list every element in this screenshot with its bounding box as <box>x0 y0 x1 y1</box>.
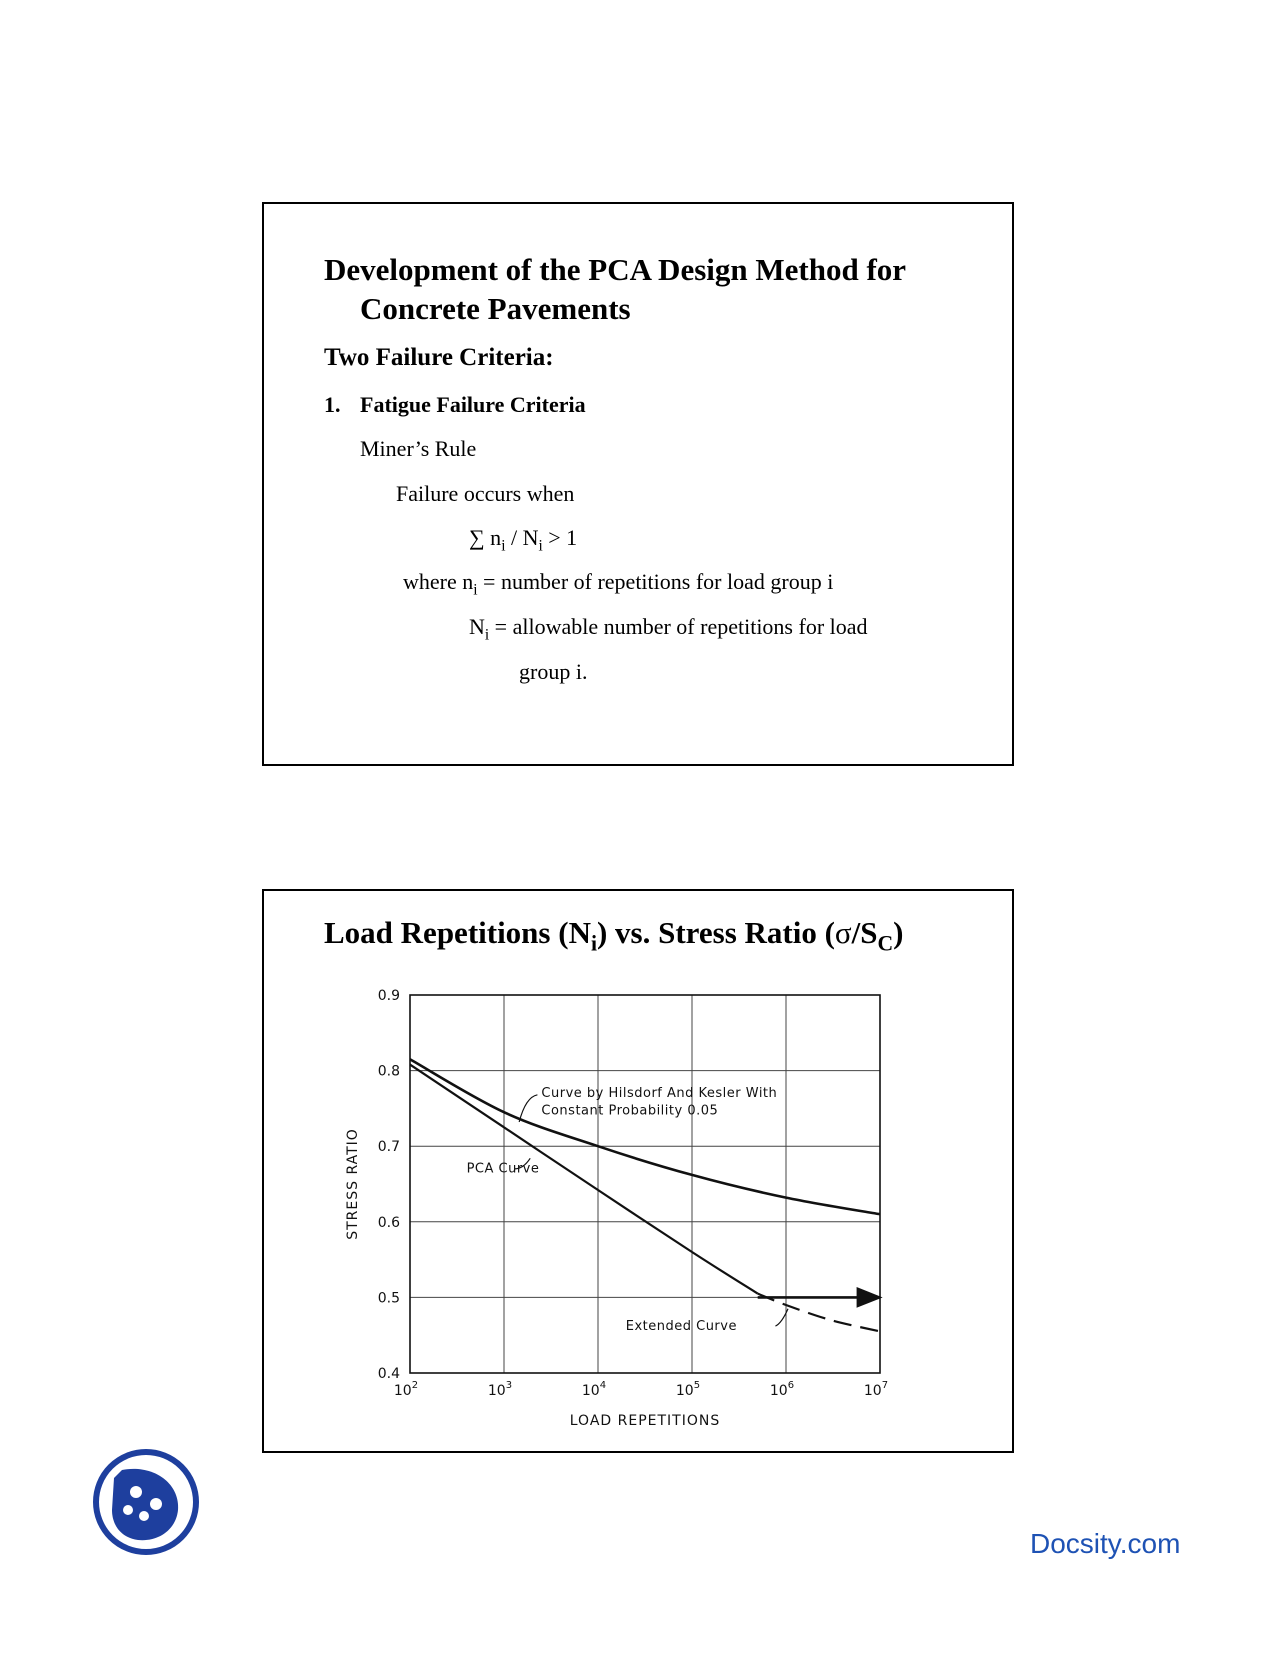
y-tick-label: 0.7 <box>377 1139 400 1156</box>
where-line: where $n_i$ = number of repetitions for load group i <box>403 569 834 599</box>
x-tick-label: $10^4$ <box>581 1380 607 1399</box>
y-tick-label: 0.4 <box>377 1366 400 1382</box>
slide-fatigue-criteria <box>262 202 1014 766</box>
formula: ∑ $n_i / N_i > 1$ <box>469 525 578 555</box>
slide2-title: Load Repetitions $(N_i)$ vs. Stress Ratio $(\sigma/S_C)$ <box>324 915 904 956</box>
N-definition-line: $N_i$ = allowable number of repetitions for load <box>469 614 868 644</box>
annotation-hk-leader <box>519 1095 537 1122</box>
annotation-pca: PCA Curve <box>466 1161 540 1177</box>
x-axis-label: LOAD REPETITIONS <box>569 1413 721 1429</box>
item-number: 1. <box>324 392 341 417</box>
x-tick-label: $10^6$ <box>769 1380 795 1399</box>
group-line: group i. <box>519 659 588 684</box>
item-label: Fatigue Failure Criteria <box>360 392 586 417</box>
x-tick-label: $10^2$ <box>393 1380 419 1399</box>
annotation-hk-line2: Constant Probability 0.05 <box>541 1103 719 1119</box>
subheading: Two Failure Criteria: <box>324 344 554 371</box>
rule-name: Miner’s Rule <box>360 436 477 461</box>
y-tick-label: 0.9 <box>377 988 400 1004</box>
hilsdorf-kesler-curve <box>410 1059 880 1214</box>
slide-stress-ratio-chart <box>262 889 1014 1453</box>
slide1-title-line1: Development of the PCA Design Method for <box>324 252 907 287</box>
x-tick-label: $10^3$ <box>487 1380 513 1399</box>
plot-frame <box>410 995 880 1373</box>
docsity-logo-icon <box>92 1448 200 1556</box>
failure-text: Failure occurs when <box>396 481 575 506</box>
x-tick-label: $10^5$ <box>675 1380 701 1399</box>
x-tick-label: $10^7$ <box>863 1380 889 1399</box>
y-tick-label: 0.6 <box>377 1214 400 1231</box>
annotation-extended: Extended Curve <box>625 1318 737 1334</box>
annotation-hk-line1: Curve by Hilsdorf And Kesler With <box>541 1086 778 1102</box>
docsity-brand[interactable]: Docsity.com <box>1030 1528 1181 1559</box>
slide1-title-line2: Concrete Pavements <box>360 291 631 326</box>
y-tick-label: 0.5 <box>377 1290 400 1307</box>
y-axis-label: STRESS RATIO <box>345 1128 361 1240</box>
stress-ratio-chart <box>330 971 890 1431</box>
y-tick-label: 0.8 <box>377 1063 400 1080</box>
